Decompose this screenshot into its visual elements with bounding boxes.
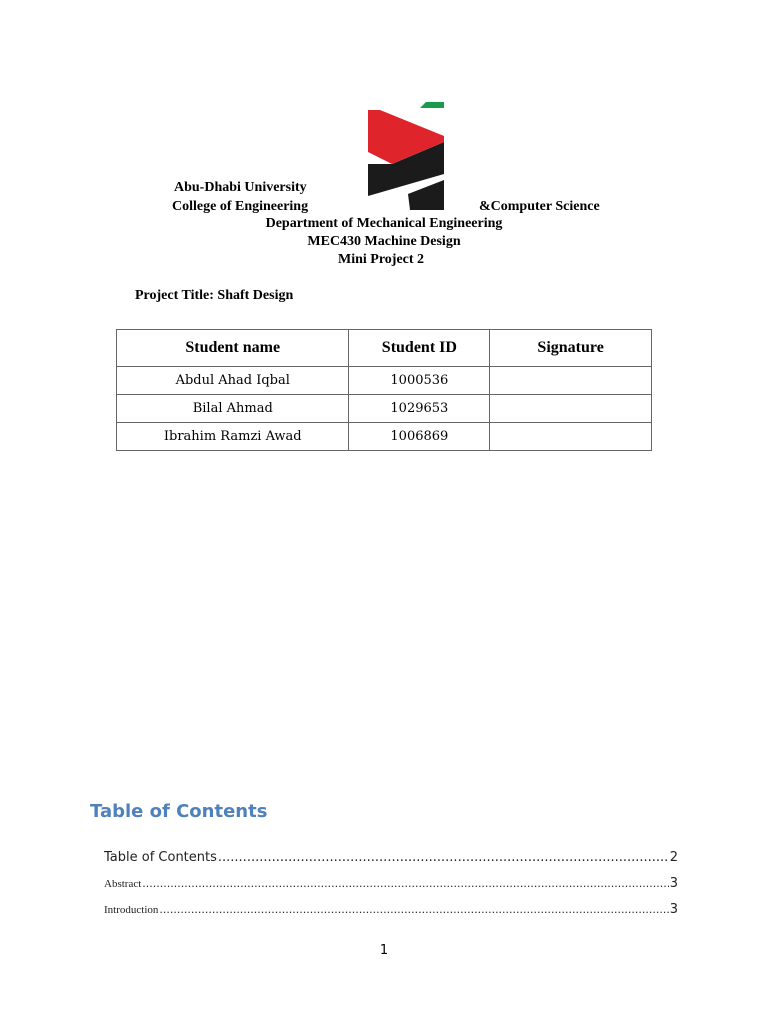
student-name-cell: Abdul Ahad Iqbal xyxy=(117,367,349,395)
toc-entry-page: 3 xyxy=(669,902,678,917)
toc-entry-page: 3 xyxy=(669,876,678,891)
toc-entry[interactable] xyxy=(104,850,678,865)
student-name-cell: Ibrahim Ramzi Awad xyxy=(117,423,349,451)
student-id-cell: 1000536 xyxy=(349,367,490,395)
college-name-left: College of Engineering xyxy=(172,199,309,214)
toc-entry-label: Abstract xyxy=(104,878,142,890)
signature-cell xyxy=(490,423,652,451)
student-id-cell: 1029653 xyxy=(349,395,490,423)
toc-leader-dots xyxy=(159,903,668,916)
table-header-row xyxy=(117,330,652,367)
table-row xyxy=(117,395,652,423)
table-row xyxy=(117,423,652,451)
project-title: Project Title: Shaft Design xyxy=(135,288,294,303)
toc-leader-dots xyxy=(142,877,668,890)
department-name: Department of Mechanical Engineering xyxy=(265,216,503,231)
toc-title: Table of Contents xyxy=(90,801,268,822)
page-number: 1 xyxy=(379,943,389,958)
students-table xyxy=(116,329,652,451)
toc-leader-dots xyxy=(218,850,669,865)
header-signature: Signature xyxy=(490,330,652,367)
toc-entry[interactable] xyxy=(104,876,678,891)
toc-entry-label: Table of Contents xyxy=(104,850,217,865)
signature-cell xyxy=(490,395,652,423)
header-student-id: Student ID xyxy=(349,330,490,367)
toc-entry-page: 2 xyxy=(669,850,678,865)
student-name-cell: Bilal Ahmad xyxy=(117,395,349,423)
course-name: MEC430 Machine Design xyxy=(307,234,461,249)
table-row xyxy=(117,367,652,395)
college-name-right: &Computer Science xyxy=(479,199,600,214)
project-name: Mini Project 2 xyxy=(338,252,425,267)
toc-entry[interactable] xyxy=(104,902,678,917)
university-logo-icon xyxy=(368,102,444,210)
university-name: Abu-Dhabi University xyxy=(174,180,307,195)
header-student-name: Student name xyxy=(117,330,349,367)
signature-cell xyxy=(490,367,652,395)
toc-entry-label: Introduction xyxy=(104,904,159,916)
student-id-cell: 1006869 xyxy=(349,423,490,451)
